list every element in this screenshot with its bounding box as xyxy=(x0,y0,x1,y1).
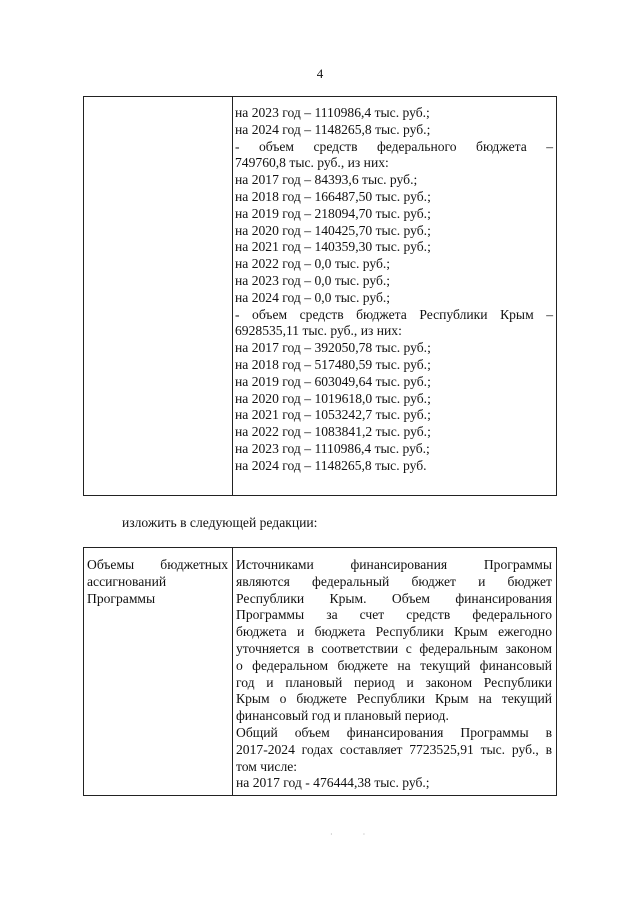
table-line: на 2018 год – 166487,50 тыс. руб.; xyxy=(235,188,431,204)
table-line: том числе: xyxy=(236,758,298,774)
financing-table-new xyxy=(83,547,557,796)
column-divider xyxy=(232,548,233,795)
intro-text: изложить в следующей редакции: xyxy=(122,515,318,530)
table-line: на 2021 год – 140359,30 тыс. руб.; xyxy=(235,239,431,255)
table-line: финансовый год и плановый период. xyxy=(236,708,449,724)
table-line: Крым о бюджете Республики Крым на текущий xyxy=(236,691,552,707)
table-line: на 2018 год – 517480,59 тыс. руб.; xyxy=(235,356,431,372)
table-line: на 2024 год – 1148265,8 тыс. руб.; xyxy=(235,121,431,137)
table-line: на 2022 год – 1083841,2 тыс. руб.; xyxy=(235,424,431,440)
table-line: 749760,8 тыс. руб., из них: xyxy=(235,155,389,171)
column-divider xyxy=(232,97,233,495)
table-line: Программы за счет средств федерального xyxy=(236,607,552,623)
table-line: на 2021 год – 1053242,7 тыс. руб.; xyxy=(235,407,431,423)
table-line: на 2024 год – 0,0 тыс. руб.; xyxy=(235,289,391,305)
table-line: на 2017 год – 84393,6 тыс. руб.; xyxy=(235,172,418,188)
table-line: на 2023 год – 1110986,4 тыс. руб.; xyxy=(235,440,430,456)
table-line: уточняется в соответствии с федеральным законом xyxy=(236,640,552,656)
table-line: на 2022 год – 0,0 тыс. руб.; xyxy=(235,256,391,272)
table-right-cell xyxy=(235,105,553,475)
table-left-cell xyxy=(87,557,228,607)
table-line: на 2024 год – 1148265,8 тыс. руб. xyxy=(235,457,427,473)
table-line: Источниками финансирования Программы xyxy=(236,557,552,572)
table-line: о федеральном бюджете на текущий финансовый xyxy=(236,657,552,673)
table-right-cell xyxy=(236,557,552,792)
table-line: год и плановый период и законом Республики xyxy=(236,674,552,690)
table-line: Программы xyxy=(87,590,156,606)
table-line: - объем средств бюджета Республики Крым – xyxy=(235,306,553,322)
table-line: бюджета и бюджета Республики Крым ежегодно xyxy=(236,624,552,640)
table-line: Республики Крым. Объем финансирования xyxy=(236,590,552,606)
table-line: ассигнований xyxy=(87,573,167,589)
table-line: на 2023 год – 0,0 тыс. руб.; xyxy=(235,272,391,288)
table-line: на 2020 год – 140425,70 тыс. руб.; xyxy=(235,222,431,238)
table-line: 2017-2024 годах составляет 7723525,91 тыс. руб., в xyxy=(236,741,552,757)
table-line: на 2020 год – 1019618,0 тыс. руб.; xyxy=(235,390,431,406)
table-line: являются федеральный бюджет и бюджет xyxy=(236,573,552,589)
scan-specks: · · xyxy=(330,830,380,839)
table-line: 6928535,11 тыс. руб., из них: xyxy=(235,323,402,339)
table-line: Объемы бюджетных xyxy=(87,557,228,572)
table-line: на 2017 год - 476444,38 тыс. руб.; xyxy=(236,775,430,791)
table-line: - объем средств федерального бюджета – xyxy=(235,138,553,154)
page-number: 4 xyxy=(316,66,324,81)
table-line: на 2017 год – 392050,78 тыс. руб.; xyxy=(235,340,431,356)
table-line: на 2023 год – 1110986,4 тыс. руб.; xyxy=(235,105,430,120)
table-line: на 2019 год – 603049,64 тыс. руб.; xyxy=(235,373,431,389)
financing-table-old xyxy=(83,96,557,496)
table-line: Общий объем финансирования Программы в xyxy=(236,724,552,740)
table-line: на 2019 год – 218094,70 тыс. руб.; xyxy=(235,205,431,221)
